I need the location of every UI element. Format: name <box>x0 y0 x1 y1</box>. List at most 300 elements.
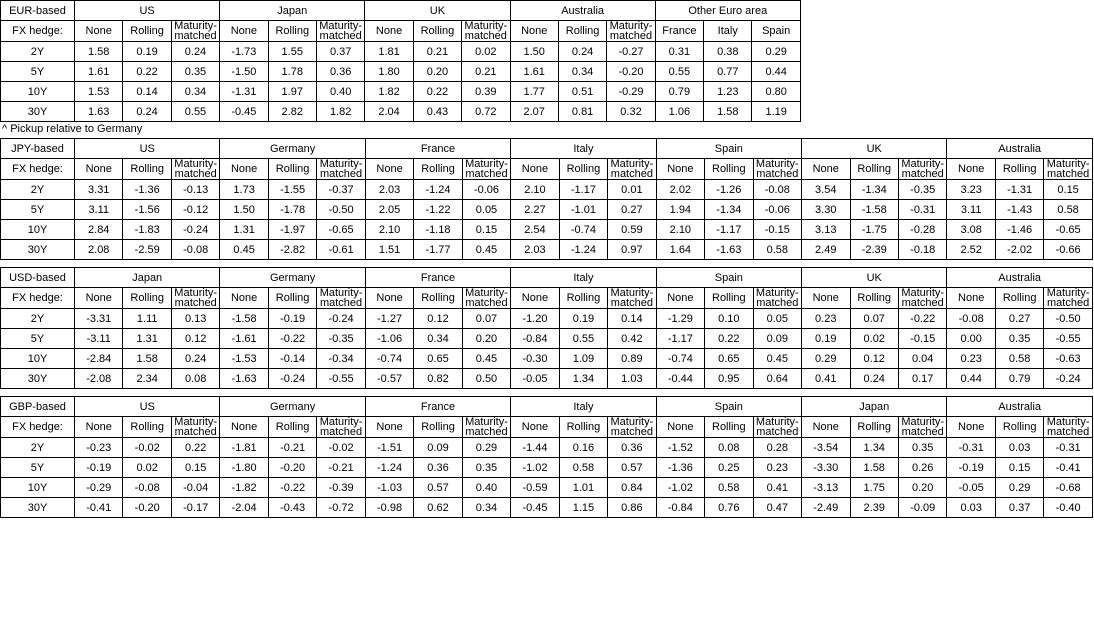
hedge-subheader: Rolling <box>559 417 607 438</box>
data-cell: 0.07 <box>462 309 510 329</box>
data-cell: -0.09 <box>898 498 946 518</box>
data-cell: 0.19 <box>802 329 850 349</box>
data-cell: 0.89 <box>608 349 656 369</box>
data-cell: 1.01 <box>559 478 607 498</box>
data-cell: -0.31 <box>1044 438 1092 458</box>
data-cell: -0.63 <box>1044 349 1092 369</box>
data-cell: 0.51 <box>558 82 606 102</box>
data-cell: 0.45 <box>753 349 801 369</box>
data-cell: 2.02 <box>656 180 704 200</box>
data-cell: 0.24 <box>171 349 219 369</box>
data-cell: -0.08 <box>947 309 995 329</box>
hedge-header-row <box>1 417 1093 438</box>
data-cell: -0.08 <box>171 240 219 260</box>
subheader-line1: Maturity- <box>610 158 654 170</box>
data-cell: -1.52 <box>656 438 704 458</box>
data-cell: -0.74 <box>559 220 607 240</box>
data-cell: 0.55 <box>559 329 607 349</box>
data-cell: -1.77 <box>414 240 462 260</box>
data-cell: -0.20 <box>607 62 655 82</box>
data-cell: -0.20 <box>268 458 316 478</box>
data-cell: 0.02 <box>462 42 510 62</box>
group-header: Spain <box>656 397 801 417</box>
hedge-subheader: Rolling <box>995 159 1043 180</box>
hedge-subheader: Rolling <box>850 159 898 180</box>
group-header: France <box>365 139 510 159</box>
data-cell: 2.05 <box>365 200 413 220</box>
hedge-subheader: None <box>220 288 268 309</box>
group-header: Australia <box>947 268 1092 288</box>
data-cell: 0.27 <box>995 309 1043 329</box>
data-cell: 0.36 <box>608 438 656 458</box>
hedge-subheader: None <box>802 159 850 180</box>
data-cell: -1.73 <box>220 42 268 62</box>
hedge-subheader <box>462 21 510 42</box>
data-cell: 0.79 <box>655 82 703 102</box>
hedge-subheader: None <box>75 159 123 180</box>
group-header: France <box>365 397 510 417</box>
data-cell: 0.03 <box>995 438 1043 458</box>
data-cell: -0.35 <box>898 180 946 200</box>
subheader-line1: Maturity- <box>1046 158 1090 170</box>
data-cell: -0.59 <box>511 478 559 498</box>
subheader-line1: Maturity- <box>174 416 218 428</box>
data-cell: -0.21 <box>268 438 316 458</box>
hedge-subheader: None <box>220 21 268 42</box>
data-cell: 0.55 <box>171 102 219 122</box>
data-cell: -0.41 <box>1044 458 1092 478</box>
data-cell: 0.23 <box>753 458 801 478</box>
data-cell: 0.12 <box>850 349 898 369</box>
data-cell: 0.58 <box>1044 200 1092 220</box>
data-cell: -1.27 <box>365 309 413 329</box>
table-row <box>1 458 1093 478</box>
table-row <box>1 200 1093 220</box>
data-cell: -0.02 <box>317 438 365 458</box>
group-header: US <box>75 139 220 159</box>
table-row <box>1 349 1093 369</box>
data-cell: -0.06 <box>462 180 510 200</box>
data-cell: 3.23 <box>947 180 995 200</box>
data-cell: -0.45 <box>511 498 559 518</box>
data-cell: 0.03 <box>947 498 995 518</box>
hedge-subheader: Rolling <box>995 288 1043 309</box>
subheader-line1: Maturity- <box>465 416 508 428</box>
data-cell: 0.58 <box>995 349 1043 369</box>
data-cell: 3.13 <box>802 220 850 240</box>
group-header-row <box>1 1 801 21</box>
hedge-subheader: Rolling <box>850 417 898 438</box>
data-cell: 1.78 <box>268 62 316 82</box>
data-cell: -1.36 <box>656 458 704 478</box>
data-cell: 0.23 <box>947 349 995 369</box>
data-cell: 0.29 <box>462 438 510 458</box>
data-cell: 0.58 <box>705 478 753 498</box>
data-cell: -1.22 <box>414 200 462 220</box>
data-cell: 0.28 <box>753 438 801 458</box>
hedge-subheader: None <box>947 159 995 180</box>
data-cell: -0.31 <box>898 200 946 220</box>
data-cell: -0.24 <box>268 369 316 389</box>
hedge-subheader: Rolling <box>705 159 753 180</box>
hedge-subheader <box>608 288 656 309</box>
hedge-subheader: None <box>75 288 123 309</box>
hedge-subheader: Rolling <box>414 159 462 180</box>
hedge-subheader: Rolling <box>123 159 171 180</box>
data-cell: 0.14 <box>608 309 656 329</box>
data-cell: 0.20 <box>898 478 946 498</box>
data-cell: 3.11 <box>947 200 995 220</box>
data-cell: -0.50 <box>1044 309 1092 329</box>
data-cell: -0.74 <box>656 349 704 369</box>
data-cell: 0.34 <box>462 498 510 518</box>
table-row <box>1 42 801 62</box>
data-cell: 0.44 <box>752 62 800 82</box>
subheader-line2: matched <box>901 168 944 180</box>
data-cell: -0.57 <box>365 369 413 389</box>
subheader-line1: Maturity- <box>465 287 508 299</box>
data-cell: -0.15 <box>898 329 946 349</box>
data-cell: 0.57 <box>414 478 462 498</box>
data-cell: 0.24 <box>123 102 171 122</box>
data-cell: 0.55 <box>655 62 703 82</box>
data-cell: -0.55 <box>1044 329 1092 349</box>
data-cell: 2.84 <box>75 220 123 240</box>
subheader-line1: Maturity- <box>609 20 653 32</box>
data-cell: -0.65 <box>317 220 365 240</box>
data-cell: -0.27 <box>607 42 655 62</box>
data-cell: 0.24 <box>558 42 606 62</box>
data-cell: -1.43 <box>995 200 1043 220</box>
data-cell: -3.30 <box>802 458 850 478</box>
data-cell: -1.63 <box>705 240 753 260</box>
subheader-line2: matched <box>901 426 944 438</box>
data-cell: 0.29 <box>752 42 800 62</box>
tenor-label: 10Y <box>1 220 75 240</box>
group-header: UK <box>802 139 947 159</box>
data-cell: 0.35 <box>462 458 510 478</box>
hedge-subheader <box>171 417 219 438</box>
data-cell: -0.84 <box>511 329 559 349</box>
data-cell: 0.41 <box>802 369 850 389</box>
data-cell: -0.41 <box>75 498 123 518</box>
data-cell: -0.06 <box>753 200 801 220</box>
data-cell: 0.20 <box>413 62 461 82</box>
base-currency-label: EUR-based <box>1 1 75 21</box>
data-cell: -1.82 <box>220 478 268 498</box>
hedge-subheader: None <box>511 417 559 438</box>
data-cell: -0.98 <box>365 498 413 518</box>
group-header: Italy <box>511 268 656 288</box>
tenor-label: 2Y <box>1 42 75 62</box>
hedge-subheader <box>171 288 219 309</box>
subheader-line2: matched <box>1047 297 1090 309</box>
data-cell: -0.14 <box>268 349 316 369</box>
table-row <box>1 62 801 82</box>
hedge-subheader: Rolling <box>995 417 1043 438</box>
data-cell: -0.43 <box>268 498 316 518</box>
data-cell: 0.08 <box>171 369 219 389</box>
data-cell: -1.17 <box>656 329 704 349</box>
table-row <box>1 329 1093 349</box>
data-cell: 0.01 <box>608 180 656 200</box>
subheader-line1: Maturity- <box>1046 287 1090 299</box>
data-cell: -1.56 <box>123 200 171 220</box>
data-cell: 0.62 <box>414 498 462 518</box>
data-cell: -0.65 <box>1044 220 1092 240</box>
data-cell: -0.17 <box>171 498 219 518</box>
group-header: Other Euro area <box>655 1 800 21</box>
data-cell: -2.59 <box>123 240 171 260</box>
data-cell: -0.68 <box>1044 478 1092 498</box>
data-cell: 0.80 <box>752 82 800 102</box>
data-cell: 1.34 <box>559 369 607 389</box>
data-cell: 0.97 <box>608 240 656 260</box>
data-cell: 1.50 <box>510 42 558 62</box>
data-cell: 0.40 <box>462 478 510 498</box>
data-cell: -1.31 <box>995 180 1043 200</box>
data-cell: -0.12 <box>171 200 219 220</box>
data-cell: -1.55 <box>268 180 316 200</box>
data-cell: 0.05 <box>753 309 801 329</box>
data-cell: 1.23 <box>704 82 752 102</box>
data-cell: 0.23 <box>802 309 850 329</box>
data-cell: 0.77 <box>704 62 752 82</box>
hedge-subheader: Rolling <box>268 159 316 180</box>
table-row <box>1 102 801 122</box>
group-header: Germany <box>220 139 365 159</box>
data-cell: 0.02 <box>123 458 171 478</box>
hedge-subheader <box>753 288 801 309</box>
hedge-subheader: None <box>511 159 559 180</box>
data-cell: 0.15 <box>462 220 510 240</box>
data-cell: -1.36 <box>123 180 171 200</box>
subheader-line1: Maturity- <box>610 416 654 428</box>
data-cell: -0.29 <box>607 82 655 102</box>
group-header: US <box>75 1 220 21</box>
subheader-line2: matched <box>609 30 653 42</box>
data-cell: 0.59 <box>608 220 656 240</box>
data-cell: -0.50 <box>317 200 365 220</box>
data-cell: -0.30 <box>511 349 559 369</box>
data-cell: -0.20 <box>123 498 171 518</box>
subheader-line1: Maturity- <box>174 287 218 299</box>
data-cell: -1.17 <box>705 220 753 240</box>
data-cell: -0.29 <box>75 478 123 498</box>
hedge-subheader: Rolling <box>123 288 171 309</box>
subheader-line2: matched <box>465 297 508 309</box>
data-cell: 0.72 <box>462 102 510 122</box>
data-cell: 1.58 <box>704 102 752 122</box>
data-cell: -2.49 <box>802 498 850 518</box>
data-cell: 2.03 <box>511 240 559 260</box>
data-cell: 2.39 <box>850 498 898 518</box>
data-cell: -1.53 <box>220 349 268 369</box>
data-cell: 0.34 <box>414 329 462 349</box>
data-cell: -3.54 <box>802 438 850 458</box>
data-cell: -0.24 <box>171 220 219 240</box>
data-cell: 0.17 <box>898 369 946 389</box>
data-cell: 1.11 <box>123 309 171 329</box>
hedge-header-row <box>1 21 801 42</box>
data-cell: 2.04 <box>365 102 413 122</box>
data-cell: 1.03 <box>608 369 656 389</box>
data-cell: -0.08 <box>753 180 801 200</box>
table-row <box>1 438 1093 458</box>
group-header: Spain <box>656 268 801 288</box>
hedge-subheader: None <box>510 21 558 42</box>
hedge-subheader: None <box>365 159 413 180</box>
data-cell: -0.55 <box>317 369 365 389</box>
data-cell: 3.08 <box>947 220 995 240</box>
data-cell: 1.55 <box>268 42 316 62</box>
data-cell: -2.84 <box>75 349 123 369</box>
data-cell: 0.10 <box>705 309 753 329</box>
group-header: Japan <box>220 1 365 21</box>
data-cell: 0.39 <box>462 82 510 102</box>
data-cell: 2.49 <box>802 240 850 260</box>
data-cell: 0.29 <box>802 349 850 369</box>
table-row <box>1 309 1093 329</box>
data-cell: 0.43 <box>413 102 461 122</box>
data-cell: -1.03 <box>365 478 413 498</box>
subheader-line2: matched <box>174 30 217 42</box>
group-header-row <box>1 268 1093 288</box>
data-cell: 1.58 <box>123 349 171 369</box>
data-cell: 0.20 <box>462 329 510 349</box>
group-header: Spain <box>656 139 801 159</box>
data-cell: -1.17 <box>559 180 607 200</box>
data-cell: -1.58 <box>850 200 898 220</box>
data-cell: 0.58 <box>753 240 801 260</box>
data-cell: 0.21 <box>462 62 510 82</box>
subheader-line2: matched <box>464 30 507 42</box>
subheader-line1: Maturity- <box>465 158 508 170</box>
data-cell: -3.11 <box>75 329 123 349</box>
hedge-subheader: Rolling <box>559 159 607 180</box>
hedge-subheader: None <box>511 288 559 309</box>
data-cell: 0.34 <box>171 82 219 102</box>
hedge-subheader: Rolling <box>850 288 898 309</box>
data-cell: -1.50 <box>220 62 268 82</box>
hedge-subheader: Rolling <box>705 288 753 309</box>
data-cell: -0.08 <box>123 478 171 498</box>
tenor-label: 2Y <box>1 438 75 458</box>
data-cell: -1.44 <box>511 438 559 458</box>
data-cell: 0.82 <box>414 369 462 389</box>
table-row <box>1 369 1093 389</box>
subheader-line1: Maturity- <box>901 287 945 299</box>
data-cell: -0.02 <box>123 438 171 458</box>
data-cell: 0.24 <box>171 42 219 62</box>
data-cell: -1.97 <box>268 220 316 240</box>
tenor-label: 30Y <box>1 369 75 389</box>
data-cell: -1.26 <box>705 180 753 200</box>
subheader-line2: matched <box>1047 168 1090 180</box>
data-cell: 0.14 <box>123 82 171 102</box>
data-cell: 1.50 <box>220 200 268 220</box>
subheader-line1: Maturity- <box>174 158 218 170</box>
tenor-label: 10Y <box>1 478 75 498</box>
data-cell: 0.22 <box>413 82 461 102</box>
group-header: UK <box>365 1 510 21</box>
data-cell: 0.35 <box>995 329 1043 349</box>
data-cell: 2.10 <box>656 220 704 240</box>
subheader-line1: Maturity- <box>319 158 363 170</box>
tenor-label: 2Y <box>1 309 75 329</box>
data-cell: 0.07 <box>850 309 898 329</box>
data-cell: -0.22 <box>898 309 946 329</box>
data-cell: -0.15 <box>753 220 801 240</box>
data-cell: 3.11 <box>75 200 123 220</box>
data-cell: 2.54 <box>511 220 559 240</box>
block-spacer <box>0 389 1094 396</box>
data-cell: 1.15 <box>559 498 607 518</box>
data-cell: 0.38 <box>704 42 752 62</box>
subheader-line1: Maturity- <box>1046 416 1090 428</box>
subheader-line2: matched <box>610 168 653 180</box>
data-cell: -1.51 <box>365 438 413 458</box>
subheader-line1: Maturity- <box>319 287 363 299</box>
data-cell: 0.35 <box>898 438 946 458</box>
data-cell: -0.18 <box>898 240 946 260</box>
hedge-subheader <box>753 159 801 180</box>
data-cell: 0.22 <box>705 329 753 349</box>
data-cell: -1.80 <box>220 458 268 478</box>
hedge-subheader: Rolling <box>268 288 316 309</box>
data-cell: 0.42 <box>608 329 656 349</box>
data-cell: -1.02 <box>656 478 704 498</box>
subheader-line2: matched <box>756 168 799 180</box>
data-cell: 3.54 <box>802 180 850 200</box>
data-cell: -1.63 <box>220 369 268 389</box>
data-cell: 1.80 <box>365 62 413 82</box>
fx-hedge-label: FX hedge: <box>1 21 75 42</box>
subheader-line2: matched <box>174 297 217 309</box>
data-cell: 0.76 <box>705 498 753 518</box>
subheader-line1: Maturity- <box>319 416 363 428</box>
data-cell: 0.04 <box>898 349 946 369</box>
data-cell: 2.03 <box>365 180 413 200</box>
subheader-line2: matched <box>610 426 653 438</box>
data-cell: -0.45 <box>220 102 268 122</box>
data-cell: -0.28 <box>898 220 946 240</box>
data-cell: 0.86 <box>608 498 656 518</box>
block-spacer <box>0 260 1094 267</box>
data-cell: -1.24 <box>559 240 607 260</box>
tenor-label: 5Y <box>1 62 75 82</box>
hedge-subheader <box>462 417 510 438</box>
hedge-subheader: None <box>220 417 268 438</box>
subheader-line2: matched <box>319 168 363 180</box>
data-cell: 0.25 <box>705 458 753 478</box>
group-header: Japan <box>75 268 220 288</box>
group-header: Australia <box>510 1 655 21</box>
table-row <box>1 82 801 102</box>
hedge-subheader <box>462 159 510 180</box>
data-cell: 0.26 <box>898 458 946 478</box>
subheader-line2: matched <box>174 168 217 180</box>
data-cell: -0.19 <box>268 309 316 329</box>
data-cell: -0.66 <box>1044 240 1092 260</box>
data-cell: -1.02 <box>511 458 559 478</box>
data-cell: 0.65 <box>705 349 753 369</box>
hedge-subheader: Rolling <box>268 417 316 438</box>
hedge-subheader: None <box>365 288 413 309</box>
data-cell: 2.52 <box>947 240 995 260</box>
data-cell: 0.00 <box>947 329 995 349</box>
data-cell: 0.35 <box>171 62 219 82</box>
